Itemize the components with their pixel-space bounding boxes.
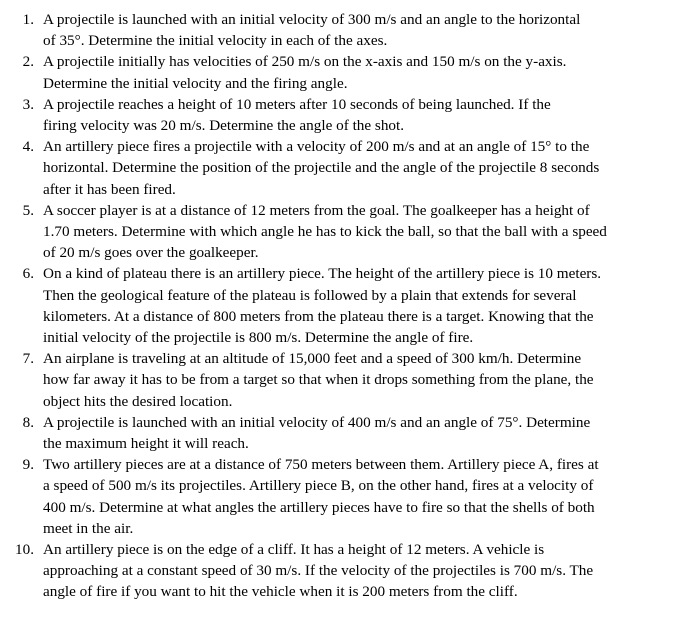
problem-text-line: 400 m/s. Determine at what angles the artillery pieces have to fire so that the shells of both	[43, 498, 595, 516]
problem-text-line: object hits the desired location.	[43, 392, 233, 410]
problem-text-line: Determine the initial velocity and the firing angle.	[43, 74, 348, 92]
problem-text-line: of 20 m/s goes over the goalkeeper.	[43, 244, 259, 262]
problem-text-line: A projectile is launched with an initial velocity of 400 m/s and an angle of 75°. Determine	[43, 413, 591, 431]
problem-item	[0, 263, 673, 348]
problem-number: 8.	[22, 413, 34, 431]
problem-item	[0, 94, 673, 136]
problem-text-line: how far away it has to be from a target so that when it drops something from the plane, the	[43, 371, 594, 389]
problem-text-line: Two artillery pieces are at a distance of 750 meters between them. Artillery piece A, fires at	[43, 456, 599, 474]
problem-text-line: Then the geological feature of the plateau is followed by a plain that extends for several	[43, 286, 577, 304]
problem-text-line: after it has been fired.	[43, 180, 176, 198]
problem-item	[0, 412, 673, 454]
problem-text-line: a speed of 500 m/s its projectiles. Artillery piece B, on the other hand, fires at a velocity of	[43, 477, 594, 495]
problem-text-line: firing velocity was 20 m/s. Determine the angle of the shot.	[43, 117, 405, 135]
problem-text-line: A soccer player is at a distance of 12 meters from the goal. The goalkeeper has a height of	[43, 201, 590, 219]
problem-item	[0, 136, 673, 200]
problem-text-line: On a kind of plateau there is an artillery piece. The height of the artillery piece is 10 meters.	[43, 265, 602, 283]
problem-item	[0, 51, 673, 93]
problem-text-line: the maximum height it will reach.	[43, 435, 249, 453]
problem-text-line: approaching at a constant speed of 30 m/s. If the velocity of the projectiles is 700 m/s. The	[43, 562, 594, 580]
problem-item	[0, 200, 673, 264]
problem-item	[0, 539, 673, 603]
problem-text-line: angle of fire if you want to hit the vehicle when it is 200 meters from the cliff.	[43, 583, 518, 601]
problem-number: 6.	[22, 265, 34, 283]
problem-text-line: A projectile is launched with an initial velocity of 300 m/s and an angle to the horizontal	[43, 11, 581, 28]
problem-number: 2.	[22, 53, 34, 71]
problem-number: 3.	[22, 95, 34, 113]
problem-text-line: horizontal. Determine the position of the projectile and the angle of the projectile 8 seconds	[43, 159, 600, 177]
problem-item	[0, 9, 673, 51]
problem-number: 9.	[22, 456, 34, 474]
problem-number: 7.	[22, 350, 34, 368]
problem-item	[0, 454, 673, 539]
problem-text-line: An artillery piece fires a projectile with a velocity of 200 m/s and at an angle of 15° to the	[43, 138, 590, 156]
problem-text-line: kilometers. At a distance of 800 meters from the plateau there is a target. Knowing that the	[43, 307, 594, 325]
problem-text-line: initial velocity of the projectile is 800 m/s. Determine the angle of fire.	[43, 329, 474, 347]
problem-text-line: A projectile initially has velocities of 250 m/s on the x-axis and 150 m/s on the y-axis.	[43, 53, 567, 71]
problem-list	[0, 9, 673, 603]
problem-text-line: A projectile reaches a height of 10 meters after 10 seconds of being launched. If the	[43, 95, 551, 113]
problem-number: 4.	[22, 138, 34, 156]
problem-number: 5.	[22, 201, 34, 219]
problem-text-line: of 35°. Determine the initial velocity in each of the axes.	[43, 32, 388, 50]
problem-number: 10.	[15, 541, 34, 559]
problem-text-line: An airplane is traveling at an altitude of 15,000 feet and a speed of 300 km/h. Determine	[43, 350, 582, 368]
problem-text-line: meet in the air.	[43, 519, 134, 537]
problem-text-line: 1.70 meters. Determine with which angle he has to kick the ball, so that the ball with a speed	[43, 223, 607, 241]
problem-number: 1.	[22, 11, 34, 28]
problem-item	[0, 348, 673, 412]
problem-text-line: An artillery piece is on the edge of a cliff. It has a height of 12 meters. A vehicle is	[43, 541, 545, 559]
